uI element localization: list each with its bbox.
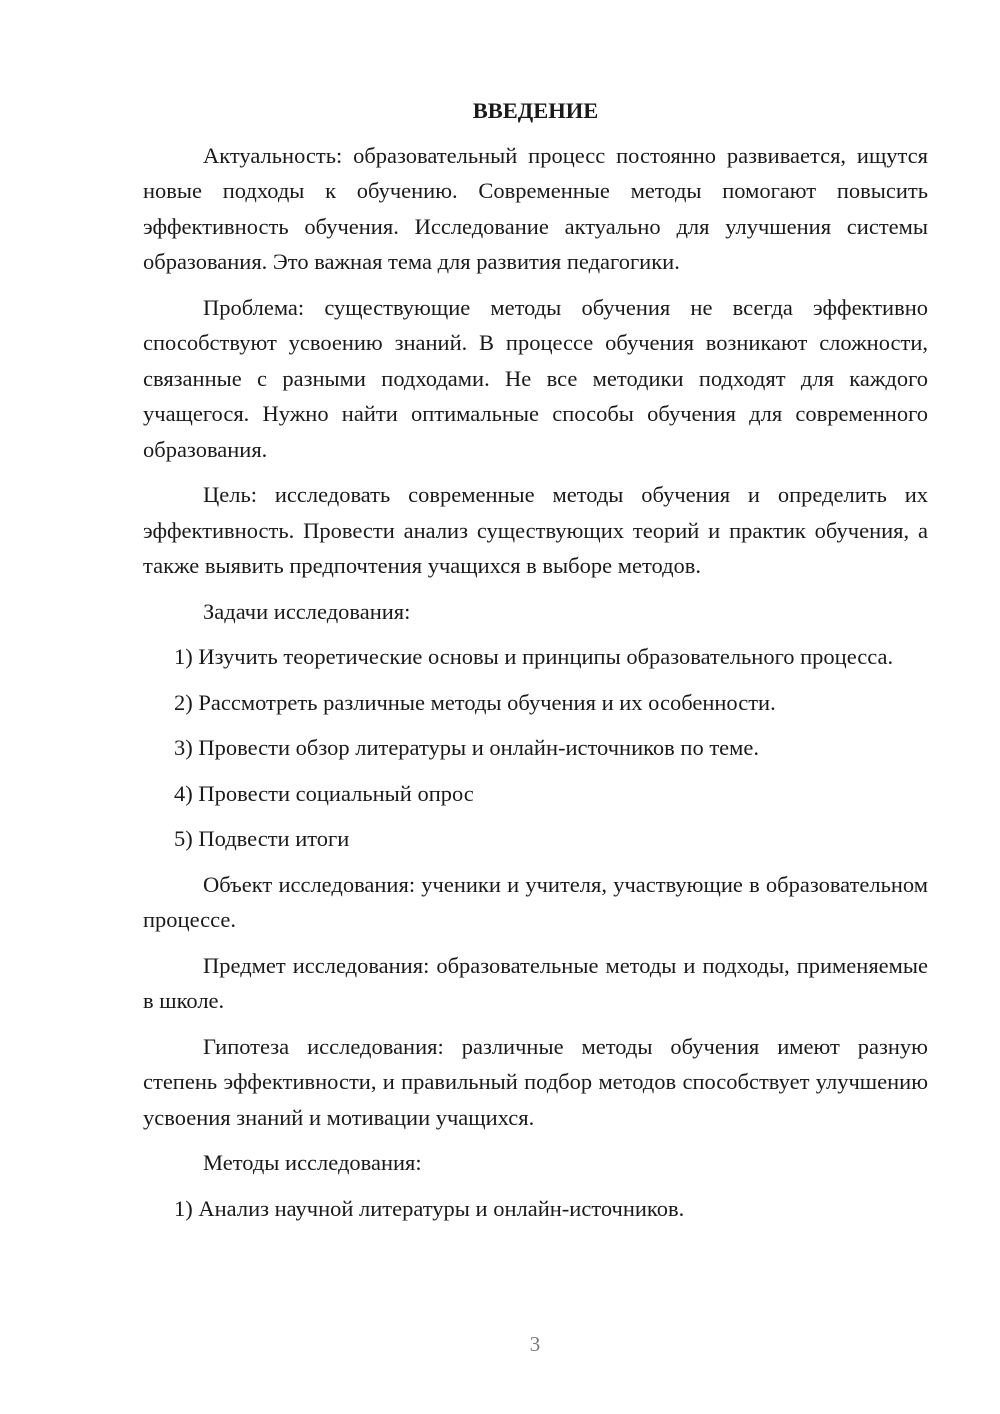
relevance-paragraph: Актуальность: образовательный процесс постоянно развивается, ищутся новые подходы к обучению. Современные методы помогают повысить эффективность обучения. Исследование актуально для улучшения системы образования. Это важная тема для развития педагогики. [143,142,928,274]
hypothesis-paragraph: Гипотеза исследования: различные методы обучения имеют разную степень эффективности, и правильный подбор методов способствует улучшению усвоения знаний и мотивации учащихся. [143,1033,928,1130]
page-number: 3 [529,1332,541,1356]
page-title: ВВЕДЕНИЕ [472,98,599,123]
method-item-1: 1) Анализ научной литературы и онлайн-источников. [174,1195,685,1221]
task-item-2: 2) Рассмотреть различные методы обучения и их особенности. [174,689,776,715]
object-paragraph: Объект исследования: ученики и учителя, участвующие в образовательном процессе. [143,871,928,932]
goal-paragraph: Цель: исследовать современные методы обучения и определить их эффективность. Провести анализ существующих теорий и практик обучения, а также выявить предпочтения учащихся в выборе методов. [143,482,928,578]
task-item-3: 3) Провести обзор литературы и онлайн-источников по теме. [174,735,759,760]
methods-heading: Методы исследования: [203,1150,422,1175]
task-item-5: 5) Подвести итоги [174,826,350,851]
task-item-1: 1) Изучить теоретические основы и принципы образовательного процесса. [174,644,894,669]
subject-paragraph: Предмет исследования: образовательные методы и подходы, применяемые в школе. [143,952,928,1013]
task-item-4: 4) Провести социальный опрос [174,780,474,806]
problem-paragraph: Проблема: существующие методы обучения не всегда эффективно способствуют усвоению знаний. В процессе обучения возникают сложности, связанные с разными подходами. Не все методики подходят для каждого учащегося. Нужно найти оптимальные способы обучения для современного образования. [143,294,928,462]
document-page [143,93,928,1236]
tasks-heading: Задачи исследования: [203,598,411,624]
